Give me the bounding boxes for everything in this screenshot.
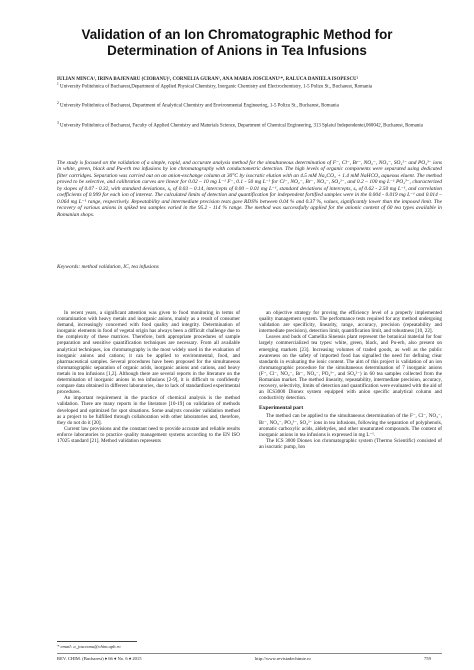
affiliation-2: $^2$ University Politehnica of Bucharest, Department of Analytical Chemistry and Environmental Engineering, 1-5 Polizu St., Bucharest, Romania <box>57 101 339 109</box>
paragraph: The method can be applied to the simultaneous determination of the F⁻, Cl⁻, NO₂⁻, Br⁻, NO₃⁻, PO₄³⁻, SO₄²⁻ ions in tea infusions, following the separation of polyphenols, aromatic carboxylic acids, aldehydes, and other unsaturated compounds. The content of inorganic anions in tea infusions is expressed in mg L⁻¹. <box>259 413 442 438</box>
corresponding-email: * email: a_josceanu@chim.upb.ro <box>57 644 121 649</box>
keywords: Keywords: method validation, IC, tea infusions <box>57 264 159 270</box>
affiliation-3: $^3$ University Politehnica of Bucharest, Faculty of Applied Chemistry and Materials Science, Department of Chemical Engineering, 313 Splaiul Independentei,060042, Bucharest, Romania <box>57 121 423 129</box>
paragraph: The ICS 3000 Dionex ion chromatographic system (Thermo Scientific) consisted of an isocratic pump, Ion <box>259 437 442 450</box>
author-list: IULIAN MINCA¹, IRINA BAJENARU (CIOBANU)¹, CORNELIA GURAN¹, ANA MARIA JOSCEANU¹*, RALUCA DANIELA ISOPESCU² <box>57 77 359 82</box>
paragraph: Leaves and buds of Camellia Sinensis plant represent the botanical material for four largely commercialized tea types: white, green, black, and Pu-erh, also present on emerging markets [23]. Increasing volumes of traded goods, as well as the public awareness on the safety of imported food has signalled the need for defining clear standards in evaluating the ionic content. The aim of this project is validation of an ion chromatographic procedure for the simultaneous determination of 7 inorganic anions (F⁻, Cl⁻, NO₂⁻, Br⁻, NO₃⁻, PO₄³⁻, and SO₄²⁻) in 60 tea samples collected from the Romanian market. The method linearity, repeatability, intermediate precision, accuracy, recovery, selectivity, limits of detection and quantification were evaluated with the aid of an ICS3000 Dionex system equipped with anion specific analytical column and conductivity detection. <box>259 334 442 402</box>
footnote-divider <box>57 641 137 642</box>
journal-url: http://www.revistadechimie.ro <box>255 656 311 661</box>
paper-title: Validation of an Ion Chromatographic Method for Determination of Anions in Tea Infusions <box>81 27 393 58</box>
abstract: The study is focused on the validation of a simple, rapid, and accurate analysis method for the simultaneous determination of F⁻, Cl⁻, Br⁻, NO₂⁻, NO₃⁻, SO₄²⁻ and PO₄³⁻ ions in white, green, black and Pu-erh tea infusions by ion chromatography with conductometric detection. The high levels of organic components were separated using dedicated filter cartridges. Separation was carried out on an anion-exchange column at 30°C by isocratic elution with an 4.5 mM Na₂CO₃ + 1.4 mM NaHCO₃ aqueous eluent. The method proved to be selective, and calibration curves are linear for 0.02 – 10 mg L⁻¹ F⁻, 0.1 - 50 mg L⁻¹ for Cl⁻, NO₂⁻, Br⁻, NO₃⁻, SO₄²⁻, and 0.2 – 100 mg L⁻¹ PO₄³⁻, characterized by slopes of 0.07 - 0.32, with standard deviations, sₐ of 0.03 – 0.14, intercepts of 0.00 – 0.01 mg L⁻¹, standard deviations of intercepts, sₐ of 0.62 - 2.50 mg L⁻¹, and correlation coefficients of 0.999 for each ion of interest. The calculated limits of detection and quantification for independent fortified samples were in the 0.004 - 0.019 mg L⁻¹ and 0.014 – 0.064 mg L⁻¹ range, respectively. Repeatability and intermediate precision tests gave RDS% between 0.04 % and 0.37 %, values, significantly lower than the imposed limit. The recovery of various anions in spiked tea samples varied in the 95.2 - 114 % range. The method was successfully applied for the anionic content of 60 tea types available in Romanian shops. <box>57 160 442 218</box>
body-column-right <box>259 310 442 450</box>
paragraph: Current law provisions and the constant need to provide accurate and reliable results enforce laboratories to practice quality management systems according to the EN ISO 17025 standard [21]. Method validation represents <box>57 425 240 444</box>
page-number: 759 <box>424 656 431 661</box>
body-column-left <box>57 310 240 444</box>
journal-citation: REV. CHIM. (Bucharest) ♦ 66 ♦ No. 6 ♦ 2015 <box>57 656 142 661</box>
section-heading-experimental: Experimental part <box>259 405 304 412</box>
footer-divider <box>57 653 442 654</box>
paragraph: In recent years, a significant attention was given to food monitoring in terms of contamination with heavy metals and inorganic anions, mainly as a result of consumer demand, increasingly concerned with food quality and integrity. Determination of inorganic elements in food of vegetal origin has always been a difficult challenge due to the complexity of these matrices. Therefore, both appropriate procedures of sample preparation and sensitive quantification techniques are necessary. From all available analytical techniques, ion chromatography is the most widely used in the evaluation of inorganic anions and cations; it can be applied to environmental, food, and pharmaceutical samples. Several procedures have been proposed for the simultaneous chromatographic separation of organic acids, inorganic anions and cations, and heavy metals in tea infusions [1,2]. Although there are several reports in the literature on the determination of inorganic anions in tea infusions [2-9], it is difficult to confidently compare data obtained in different laboratories, due to lack of standardized experimental procedures. <box>57 310 240 396</box>
affiliation-1: $^1$ University Politehnica of Bucharest,Department of Applied Physical Chemistry, Inorganic Chemistry and Electrochemistry, 1-5 Polizu St., Bucharest, Romania <box>57 82 372 90</box>
paragraph: An important requirement in the practice of chemical analysis is the method validation. There are many reports in the literature [10-19] on validation of methods developed and optimized for spot situations. Some analysts consider validation method as a project to be fulfilled through collaboration with other laboratories and, therefore, they do not do it [20]. <box>57 395 240 426</box>
paragraph: an objective strategy for proving the efficiency level of a properly implemented quality management system. The performance tests required for any method undergoing validation are specificity, linearity, range, accuracy, precision (repeatability and intermediate precision), detection limit, quantification limit, and robustness [10, 22]. <box>259 310 442 335</box>
